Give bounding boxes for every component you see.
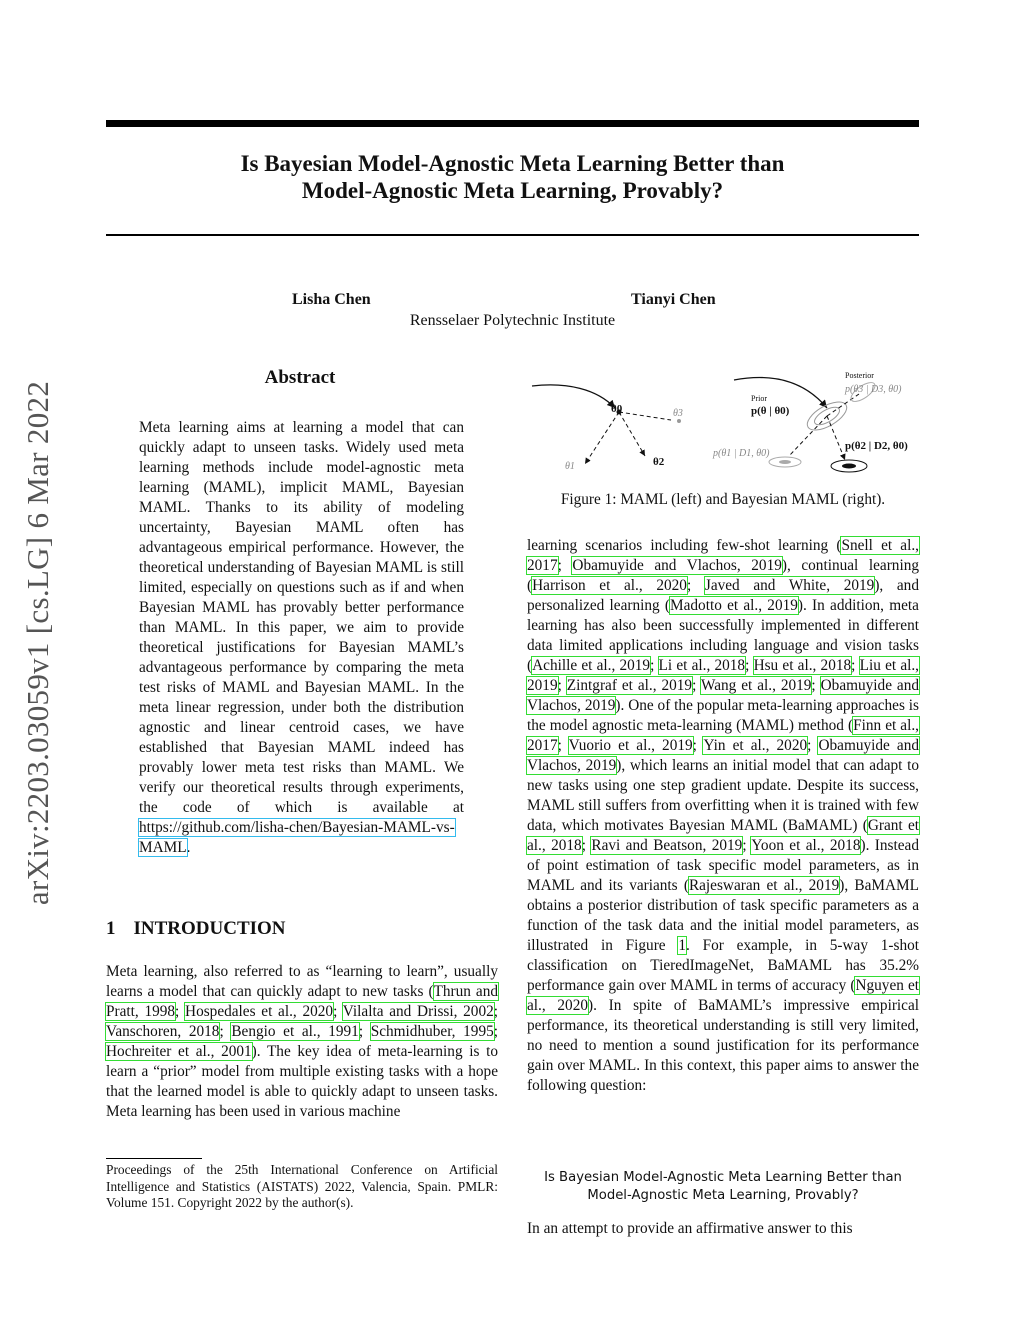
citation[interactable]: Li et al., 2018 [658, 657, 746, 674]
citation[interactable]: Schmidhuber, 1995 [370, 1023, 494, 1040]
abstract-heading: Abstract [264, 367, 336, 388]
intro-right-paragraph: learning scenarios including few-shot learning (Snell et al., 2017; Obamuyide and Vlachos, 2019), continual learning (Harrison et al., 2020; Javed and White, 2019), and personalized learning (Madotto et al., 2019). In addition, meta learning has also been successfully implemented in different data limited applications including language and vision tasks (Achille et al., 2019; Li et al., 2018; Hsu et al., 2018; Liu et al., 2019; Zintgraf et al., 2019; Wang et al., 2019; Obamuyide and Vlachos, 2019). One of the popular meta-learning approaches is the model agnostic meta-learning (MAML) method (Finn et al., 2017; Vuorio et al., 2019; Yin et al., 2020; Obamuyide and Vlachos, 2019), which learns an initial model that can adapt to new tasks using one step gradient update. Despite its success, MAML still suffers from overfitting when it is trained with few data, which motivates Bayesian MAML (BaMAML) (Grant et al., 2018; Ravi and Beatson, 2019; Yoon et al., 2018). Instead of point estimation of task specific model parameters, as in MAML and its variants (Rajeswaran et al., 2019), BaMAML obtains a posterior distribution of task specific parameters as a function of the task data and the initial model parameters, as illustrated in Figure 1. For example, in 5-way 1-shot classification on TieredImageNet, BaMAML has 35.2% performance gain over MAML in terms of accuracy (Nguyen et al., 2020). In spite of BaMAML’s impressive empirical performance, its theoretical understanding is still very limited, no need to mention a sound justification for its performance gain over MAML. In this context, this paper aims to answer the following question: [527, 537, 920, 1094]
dash-to-post3 [827, 394, 859, 416]
prior-expr: p(θ | θ0) [751, 405, 790, 417]
code-link[interactable]: https://github.com/lisha-chen/Bayesian-MAML-vs-MAML [139, 819, 455, 856]
citation[interactable]: Grant et al., 2018 [527, 817, 919, 854]
posterior-label: Posterior [845, 371, 874, 380]
citation[interactable]: Ravi and Beatson, 2019 [591, 837, 743, 854]
citation[interactable]: Nguyen et al., 2020 [527, 977, 919, 1014]
post2-label: p(θ2 | D2, θ0) [845, 440, 908, 452]
citation[interactable]: Javed and White, 2019 [704, 577, 875, 594]
prior-label: Prior [751, 394, 767, 403]
citation[interactable]: Vilalta and Drissi, 2002 [342, 1003, 494, 1020]
citation[interactable]: Zintgraf et al., 2019 [566, 677, 693, 694]
citation[interactable]: Liu et al., 2019 [527, 657, 920, 694]
maml-trajectory [532, 385, 615, 408]
citation[interactable]: Finn et al., 2017 [527, 717, 919, 754]
citation[interactable]: Madotto et al., 2019 [670, 597, 798, 614]
theta3-point [677, 419, 681, 423]
citation[interactable]: Obamuyide and Vlachos, 2019 [527, 737, 920, 774]
section-heading [106, 918, 286, 940]
theta2-label: θ2 [653, 456, 665, 468]
post2-core [842, 464, 856, 469]
citation[interactable]: Hochreiter et al., 2001 [106, 1043, 252, 1060]
footnote: Proceedings of the 25th International Conference on Artificial Intelligence and Statistics (AISTATS) 2022, Valencia, Spain. PMLR: Volume 151. Copyright 2022 by the author(s). [106, 1162, 498, 1210]
post1-core [779, 460, 791, 464]
affiliation: Rensselaer Polytechnic Institute [409, 312, 616, 329]
citation[interactable]: Yoon et al., 2018 [751, 837, 861, 854]
dash-to-theta2 [619, 412, 645, 456]
citation[interactable]: Hsu et al., 2018 [753, 657, 852, 674]
citation[interactable]: Rajeswaran et al., 2019 [688, 877, 840, 894]
citation[interactable]: Obamuyide and Vlachos, 2019 [572, 557, 782, 574]
post1-label: p(θ1 | D1, θ0) [713, 448, 770, 459]
citation[interactable]: Snell et al., 2017 [527, 537, 919, 574]
figure-1 [527, 364, 919, 484]
theta1-label: θ1 [565, 461, 575, 472]
dash-to-theta3 [619, 412, 671, 420]
citation[interactable]: Hospedales et al., 2020 [185, 1003, 334, 1020]
citation[interactable]: Harrison et al., 2020 [532, 577, 687, 594]
bamaml-trajectory [734, 378, 827, 408]
citation[interactable]: Achille et al., 2019 [532, 657, 651, 674]
title-top-rule [106, 120, 919, 127]
post3-label: p(θ3 | D3, θ0) [845, 384, 902, 395]
theta0-label: θ0 [611, 403, 623, 415]
paper-title: Is Bayesian Model-Agnostic Meta Learning Better than Model-Agnostic Meta Learning, Provably? [240, 151, 785, 203]
author-1: Lisha Chen [292, 291, 371, 308]
footnote-rule [106, 1158, 202, 1159]
closing-line: In an attempt to provide an affirmative answer to this [527, 1220, 853, 1237]
citation[interactable]: Obamuyide and Vlachos, 2019 [527, 677, 920, 714]
citation[interactable]: Bengio et al., 1991 [231, 1023, 359, 1040]
intro-paragraph: Meta learning, also referred to as “learning to learn”, usually learns a model that can quickly adapt to new tasks (Thrun and Pratt, 1998; Hospedales et al., 2020; Vilalta and Drissi, 2002; Vanschoren, 2018; Bengio et al., 1991; Schmidhuber, 1995; Hochreiter et al., 2001). The key idea of meta-learning is to learn a “prior” model from multiple existing tasks with a hope that the learned model is able to quickly adapt to unseen tasks. Meta learning has been used in various machine [106, 963, 499, 1120]
arxiv-stamp: arXiv:2203.03059v1 [cs.LG] 6 Mar 2022 [20, 380, 55, 906]
citation[interactable]: Thrun and Pratt, 1998 [106, 983, 498, 1020]
figure-ref[interactable]: 1 [678, 937, 687, 954]
research-question: Is Bayesian Model-Agnostic Meta Learning Better than Model-Agnostic Meta Learning, Provably? [544, 1170, 902, 1203]
author-2: Tianyi Chen [631, 291, 716, 308]
section-title: INTRODUCTION [133, 918, 286, 939]
figure-caption: Figure 1: MAML (left) and Bayesian MAML (right). [560, 491, 886, 508]
dash-to-theta1 [585, 412, 619, 464]
section-number: 1 [106, 918, 116, 939]
title-bottom-rule [106, 234, 919, 236]
abstract-body: Meta learning aims at learning a model that can quickly adapt to unseen tasks. Widely used meta learning methods include model-agnostic meta learning (MAML), implicit MAML, Bayesian MAML. Thanks to its ability of modeling uncertainty, Bayesian MAML often has advantageous empirical performance. However, the theoretical understanding of Bayesian MAML is still limited, especially on questions such as if and when Bayesian MAML has provably better performance than MAML. In this paper, we aim to provide theoretical justifications for Bayesian MAML’s advantageous performance by comparing the meta test risks of MAML and Bayesian MAML. In the meta linear regression, under both the distribution agnostic and linear centroid cases, we have established that Bayesian MAML indeed has provably lower meta test risks than MAML. We verify our theoretical results through experiments, the code of which is available at https://github.com/lisha-chen/Bayesian-MAML-vs-MAML. [139, 419, 464, 856]
theta3-label: θ3 [673, 408, 683, 419]
citation[interactable]: Vanschoren, 2018 [106, 1023, 220, 1040]
citation[interactable]: Wang et al., 2019 [700, 677, 812, 694]
citation[interactable]: Yin et al., 2020 [703, 737, 808, 754]
citation[interactable]: Vuorio et al., 2019 [568, 737, 693, 754]
